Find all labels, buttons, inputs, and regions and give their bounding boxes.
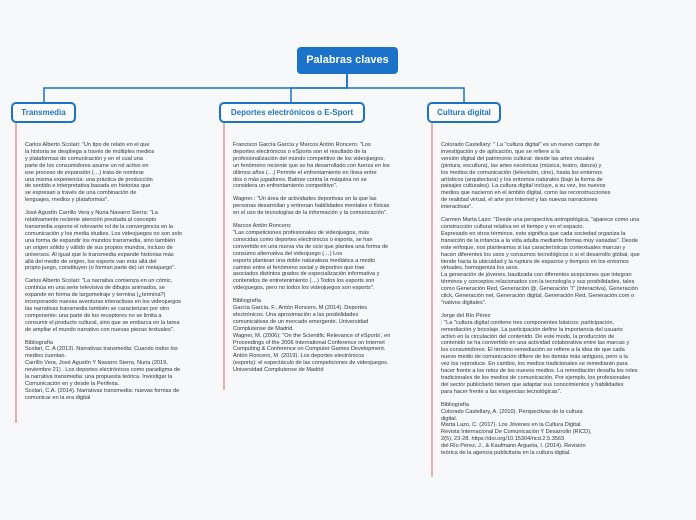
connector-root-esport bbox=[291, 74, 347, 102]
note-bibliografia-transmedia[interactable]: Bibliografía Scolari, C. A (2013). Narrativas transmedia: Cuando todos los medios cuentan. Carrillo Vera, José Agustín Y Navarro Sierra, Nuria (2019, noviembre 21) . Los deportes electrónicos como paradigma de la narrativa transmedia: una propuesta teórica. Investigar la Comunicación en y desde la Periferia. Scolari, C.A. (2014). Narrativas transmedia: nuevas formas de comunicar en la era digital bbox=[25, 339, 181, 401]
note-wagner[interactable]: Wagner.: "Un área de actividades deportivas en la que las personas desarrollan y entrenan habilidades mentales o físicas en el uso de tecnologías de la información y la comunicación". bbox=[233, 196, 390, 217]
connector-root-cultura bbox=[347, 74, 464, 102]
branch-node-cultura-digital[interactable]: Cultura digital bbox=[427, 102, 501, 123]
note-anton-roncero[interactable]: Marcos Antón Roncero: "Las competiciones profesionales de videojuegos, más conocidas como deportes electrónicos o esports, se han convertido en una nueva vía de ocio que plantea una forma de consumo alternativa del videojuego (…) Los esports plantean una doble naturaleza mediática a medio camino entre el fenómeno social y deportivo que trae asociados distintos grados de especialización informativa y contenidos de entretenimiento (…) Todos los esports son videojuegos, pero no todos los videojuegos son esports". bbox=[233, 223, 389, 292]
note-scolari-1[interactable]: Carlos Alberto Scolari: "Un tipo de relato en el que la historia se despliega a través de múltiples medios y plataformas de comunicación y en el cual una parte de los consumidores asume un rol activo en ese proceso de expansión (…) trata de nombrar una misma experiencia: una práctica de producción de sentido e interpretativa basada en historias que se expresan a través de una combinación de lenguajes, medios y plataformas". bbox=[25, 142, 155, 204]
note-bibliografia-cultura[interactable]: Bibliografía Colorado Castellary, A. (2010). Perspectivas de la cultura digital. Marta Lazo, C. (2017). Los Jóvenes en la Cultura Digital. Revista Internacional De Comunicación Y Desarrollo (RICD), 2(5), 23-28. https://doi.org/10.15304/ricd.2.5.3563 del Río Pérez, J., & Kaufmann Argueta, I. (2014). Revisión teórica de la agencia publicitaria en la cultura digital. bbox=[441, 401, 592, 457]
cultura-digital-notes bbox=[441, 142, 641, 463]
branch-node-esport[interactable]: Deportes electrónicos o E-Sport bbox=[219, 102, 365, 123]
note-carrillo-navarro[interactable]: José Agustín Carrillo Vera y Nuria Navarro Sierra: "La relativamente reciente atención prestada al concepto transmedia expone el relevante rol de la convergencia en la comunicación y los media studies. Los videojuegos no son solo una forma de expandir los mundos transmedia, sino también un origen sólido y válido de sus propios mundos, incluso de universos. Al igual que lo transmedia expande historias más allá del medio de origen, los esports van más allá del propio juego, constituyen (o forman parte de) un metajuego". bbox=[25, 210, 183, 272]
note-bibliografia-esport[interactable]: Bibliografía García García, F., Antón Roncero, M (2014). Deportes electrónicos. Una aproximación a las posibilidades comunicativas de un mercado emergente. Universidad Complutense de Madrid. Wagner, M. (2006): "On the Scientific Relevance of eSports', en Proceedings of the 2006 International Conference on Internet Computing & Conference on Computer Games Development. Antón Roncero, M. (2019). Los deportes electrónicos (esports): el espectáculo de las competiciones de videojuegos. Universidad Complutense de Madrid bbox=[233, 298, 391, 374]
note-scolari-2[interactable]: Carlos Alberto Scolari: "La narrativa comienza en un cómic, continúa en una serie televisiva de dibujos animados, se expande en forma de largometraje y termina (¿termina?) incorporando nuevas aventuras interactivas en los videojuegos las narrativas transmedia también se caracterizan por otro componente: una parte de los receptores no se limita a consumir el producto cultural, sino que se embarca en la tarea de ampliar el mundo narrativo con nuevas piezas textuales". bbox=[25, 278, 182, 333]
note-colorado-castellary[interactable]: Colorado Castellary: " La "cultura digital" es un nuevo campo de investigación y de aplicación, que se refiere a la versión digital del patrimonio cultural: desde las artes visuales (pintura, escultura), las artes escénicas (música, teatro, danza) y los medios de comunicación (televisión, cine), hasta los entornos artísticos (arquitectura) y los entornos naturales (bajo la forma de paisajes culturales). La cultura digital incluye, a su vez, los nuevos medios que nacieron en el ámbito digital, como las reconstrucciones de realidad virtual, el arte por Internet y las nuevas narraciones interactivas". bbox=[441, 142, 611, 211]
note-garcia-anton[interactable]: Francisco García García y Marcos Antón Roncero: "Los deportes electrónicos o eSports son el resultado de la profesionalización del mundo competitivo de los videojuegos, un fenómeno reciente que se ha desarrollado con fuerza en los últimos años (…) Permite el enfrentamiento en línea entre dos o más jugadores. Batirse contra la máquina no se considera un enfrentamiento competitivo". bbox=[233, 142, 390, 190]
note-marta-lazo[interactable]: Carmen Marta Lazo: "Desde una perspectiva antropológica, "aparece como una construcción cultural relativa en el tiempo y en el espacio. Expresado en otros términos, esto significa que cada sociedad organiza la transición de la infancia a la vida adulta mediante formas muy variadas". Desde este enfoque, nos planteamos si las características contextuales marcan y hacen diferentes los usos y consumos tecnológicos o si el desarrollo global, que tiende hacia la ubicuidad y la ruptura de espacios y tiempos en los entornos virtuales, homogeniza los usos. La generación de jóvenes, bautizada con diferentes acepciones que integran términos y conceptos relacionados con la tecnología y sus posibilidades, tales como Generación Red, Generación @, Generación "i" (interactiva), Generación click, Generación net, Generación digital, Generación Red, Generación.com o "nativos digitales". bbox=[441, 217, 640, 306]
branch-node-transmedia[interactable]: Transmedia bbox=[11, 102, 76, 123]
note-del-rio-perez[interactable]: Jorge del Río Pérez : "La "cultura digital contiene tres componentes básicos: participación, remediación y bricolaje. La participación define la importancia del usuario activo en la circulación del contenido. De este modo, la producción de contenido se ha convertido en una actividad colaborativa entre las marcas y los consumidores. El término remediación se refiere a la idea de que cada nuevo medio de comunicación difiere de los demás más antiguos, pero a la vez los reproduce. En cambio, los medios tradicionales se remediarán para hacer frente a los retos de los nuevos medios. La remediación desafía los roles tradicionales de los medios de comunicación. Por ejemplo, los profesionales del sector publicitario tienen que adaptar sus conocimientos y habilidades para hacer frente a las exigencias tecnológicas". bbox=[441, 312, 638, 395]
esport-notes bbox=[233, 142, 418, 380]
root-node[interactable]: Palabras claves bbox=[297, 47, 398, 74]
transmedia-notes bbox=[25, 142, 211, 408]
